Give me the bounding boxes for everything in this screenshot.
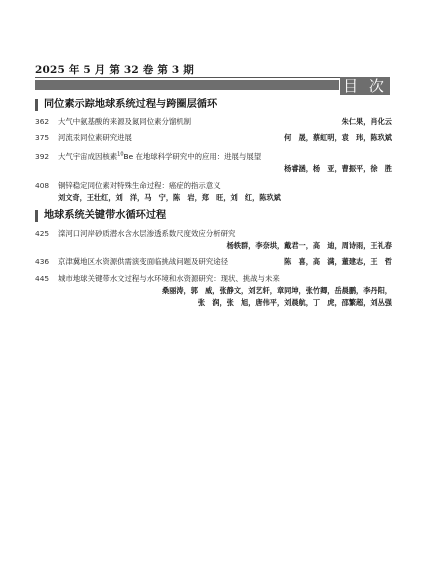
section-title-isotope: 同位素示踪地球系统过程与跨圈层循环 [35, 99, 217, 111]
header-band [35, 80, 339, 90]
toc-entry[interactable] [35, 151, 392, 175]
entry-authors: 朱仁果，肖化云 [341, 117, 392, 126]
entry-page: 445 [35, 274, 50, 283]
entry-title: 京津冀地区水资源供需演变面临挑战问题及研究途径 [58, 257, 228, 266]
entry-title: 大气宇宙成因核素$^{10}$Be 在地球科学研究中的应用：进展与展望 [58, 151, 262, 161]
entry-page: 408 [35, 181, 50, 190]
entry-title: 河流汞同位素研究进展 [58, 133, 132, 142]
entry-page: 392 [35, 152, 50, 161]
entry-title: 城市地球关键带水文过程与水环境和水资源研究：现状、挑战与未来 [58, 274, 280, 283]
toc-entry[interactable] [35, 180, 392, 204]
toc-entry[interactable] [35, 116, 392, 127]
entry-authors: 刘文奇，王壮红，刘 洋，马 宁，陈 岩，郑 旺，刘 红，陈玖斌 [58, 193, 281, 202]
toc-entry[interactable] [35, 273, 392, 309]
entry-authors: 何 晟，蔡虹明，袁 玮，陈玖斌 [284, 133, 392, 142]
toc-heading: 目 次 [340, 77, 390, 95]
issue-line: 2025 年 5 月 第 32 卷 第 3 期 [35, 64, 194, 76]
toc-entry[interactable] [35, 256, 392, 267]
entry-title: 铜锌稳定同位素对特殊生命过程：癌症的指示意义 [58, 181, 221, 190]
entry-page: 375 [35, 133, 50, 142]
toc-entry[interactable] [35, 228, 392, 252]
entry-title: 滦河口河岸砂质潜水含水层渗透系数尺度效应分析研究 [58, 229, 236, 238]
entry-authors: 杨睿涵，杨 亚，曹振平，徐 胜 [284, 164, 392, 173]
toc-entry[interactable] [35, 132, 392, 143]
entry-page: 425 [35, 229, 50, 238]
entry-authors: 桑丽涛，郭 威，张静文，刘艺轩，章同坤，张竹卿，岳晨鹏，李丹阳， [161, 286, 392, 295]
entry-page: 362 [35, 117, 50, 126]
entry-page: 436 [35, 257, 50, 266]
entry-authors: 陈 喜，高 满，董建志，王 哲 [284, 257, 392, 266]
section-title-water-cycle: 地球系统关键带水循环过程 [35, 210, 166, 222]
entry-authors: 杨轶群，李奈垬，戴君一，高 迪，周诗雨，王礼春 [226, 241, 392, 250]
entry-authors: 张 润，张 旭，唐伟平，刘晨航，丁 虎，邵繁超，刘丛强 [197, 298, 392, 307]
entry-title: 大气中氨基酸的来源及氮同位素分馏机制 [58, 117, 192, 126]
